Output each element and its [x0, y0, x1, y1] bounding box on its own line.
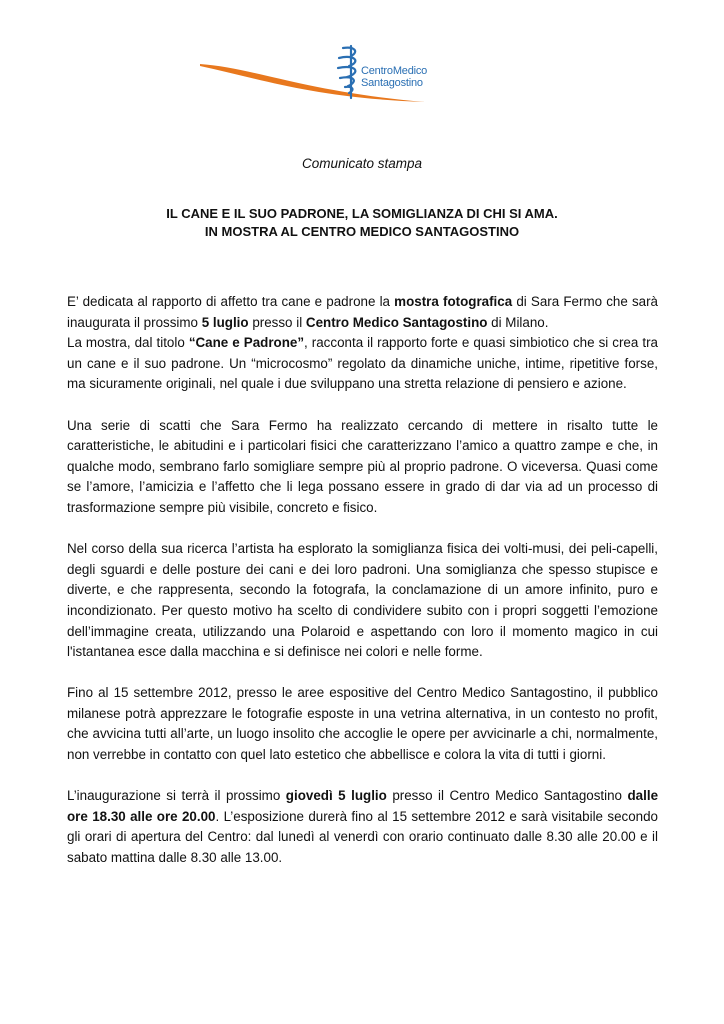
- text: La mostra, dal titolo: [67, 335, 189, 351]
- document-body: [67, 292, 658, 889]
- paragraph-2: [67, 333, 658, 395]
- text: presso il Centro Medico Santagostino: [386, 788, 628, 804]
- bold-text: giovedì 5 luglio: [285, 788, 387, 804]
- text: L’inaugurazione si terrà il prossimo: [67, 788, 286, 804]
- bold-text: mostra fotografica: [394, 294, 513, 309]
- document-title: [0, 205, 724, 241]
- text: , racconta il rapporto forte e quasi simbiotico che si crea tra un cane e il suo padrone. Un “microcosmo” regolato da dinamiche uniche, intime, ripetitive forse, ma sicuramente originali, nel quale i due sviluppano una stretta relazione di pensiero e azione.: [67, 335, 658, 392]
- bold-text: Centro Medico Santagostino: [305, 314, 488, 330]
- text: . L’esposizione durerà fino al 15 settembre 2012 e sarà visitabile secondo gli orari di apertura del Centro: dal lunedì al venerdì con orario continuato dalle 8.30 alle 20.00 e il sabato mattina dalle 8.30 alle 13.00.: [67, 808, 658, 866]
- text: presso il: [248, 314, 306, 330]
- document-subtitle: Comunicato stampa: [301, 156, 423, 171]
- paragraph-1: [67, 292, 658, 333]
- text: E’ dedicata al rapporto di affetto tra cane e padrone la: [67, 294, 395, 309]
- title-line-1: IL CANE E IL SUO PADRONE, LA SOMIGLIANZA DI CHI SI AMA.: [166, 206, 558, 221]
- bold-text: 5 luglio: [201, 314, 249, 330]
- paragraph-5: Fino al 15 settembre 2012, presso le aree espositive del Centro Medico Santagostino, il pubblico milanese potrà apprezzare le fotografie esposte in una vetrina alternativa, in un contesto no profit, che avvicina tutti all’arte, un luogo insolito che accoglie le opere per avvicinarle a chi, normalmente, non verrebbe in contatto con quel lato estetico che abbellisce e colora la vita di tutti i giorni.: [67, 685, 658, 763]
- logo-text: [361, 65, 427, 89]
- paragraph-6: [67, 786, 658, 868]
- paragraph-3: Una serie di scatti che Sara Fermo ha realizzato cercando di mettere in risalto tutte le caratteristiche, le abitudini e i particolari fisici che caratterizzano l’amico a quattro zampe e che, in qualche modo, sembrano farlo somigliare sempre più al proprio padrone. O viceversa. Quasi come se l’amore, l’amicizia e l’affetto che li lega possano essere in grado di dar via ad un processo di trasformazione sempre più visibile, concreto e fisico.: [67, 417, 658, 515]
- logo-line-1: CentroMedico: [361, 65, 428, 77]
- paragraph-4: Nel corso della sua ricerca l’artista ha esplorato la somiglianza fisica dei volti-musi, dei peli-capelli, degli sguardi e delle posture dei cani e dei loro padroni. Una somiglianza che spesso stupisce e diverte, e che rappresenta, secondo la fotografa, la conclamazione di un amore infinito, puro e incondizionato. Per questo motivo ha scelto di condividere subito con i propri soggetti l’emozione dell’immagine creata, utilizzando una Polaroid e aspettando con loro il momento magico in cui l'istantanea esce dalla macchina e si definisce nei colori e nelle forme.: [67, 541, 658, 660]
- logo-line-2: Santagostino: [361, 77, 423, 89]
- centro-medico-logo: [195, 40, 435, 120]
- bold-text: dalle ore 18.30 alle ore 20.00: [67, 788, 659, 824]
- title-line-2: IN MOSTRA AL CENTRO MEDICO SANTAGOSTINO: [204, 224, 520, 239]
- bold-text: “Cane e Padrone”: [188, 335, 305, 351]
- text: di Sara Fermo che sarà inaugurata il prossimo: [67, 294, 658, 330]
- text: di Milano.: [487, 314, 549, 330]
